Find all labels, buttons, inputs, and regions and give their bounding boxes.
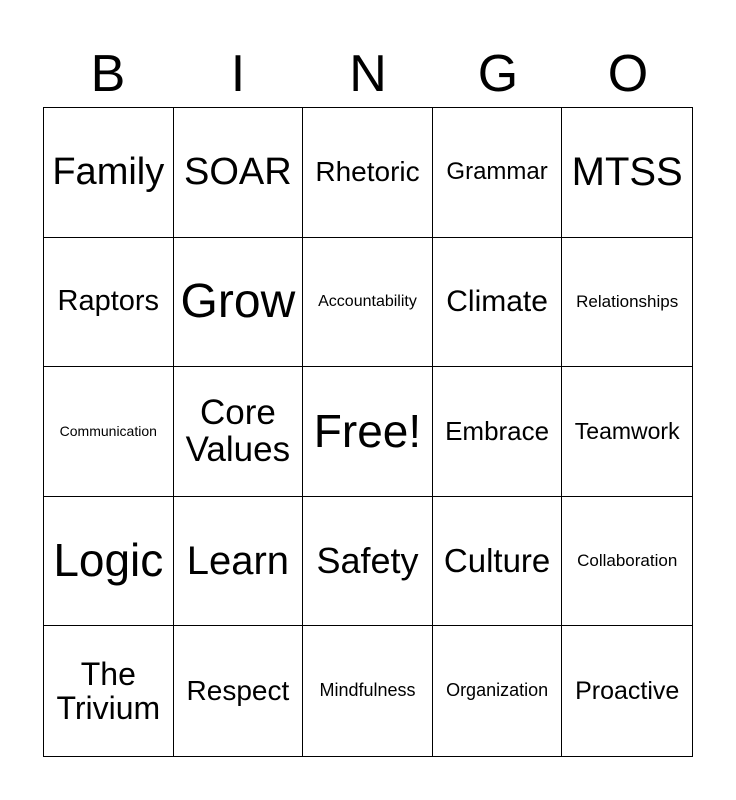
bingo-cell[interactable]: Teamwork [562,367,692,497]
header-letter-n: N [349,45,387,103]
header-letter-i: I [230,45,246,103]
bingo-cell[interactable]: Collaboration [562,497,692,627]
bingo-cell[interactable]: The Trivium [44,626,174,756]
bingo-cell[interactable]: Communication [44,367,174,497]
bingo-cell[interactable]: MTSS [562,108,692,238]
bingo-board [43,107,693,757]
bingo-cell[interactable]: Raptors [44,238,174,368]
header-letter-g: G [477,45,519,103]
bingo-cell-free[interactable]: Free! [303,367,433,497]
bingo-cell[interactable]: Accountability [303,238,433,368]
header-letter-o: O [607,45,649,103]
bingo-header [43,44,693,104]
bingo-cell[interactable]: SOAR [174,108,304,238]
bingo-cell[interactable]: Grow [174,238,304,368]
bingo-cell[interactable]: Climate [433,238,563,368]
bingo-cell[interactable]: Family [44,108,174,238]
bingo-cell[interactable]: Grammar [433,108,563,238]
bingo-cell[interactable]: Mindfulness [303,626,433,756]
bingo-cell[interactable]: Learn [174,497,304,627]
header-letter-b: B [90,45,126,103]
bingo-cell[interactable]: Relationships [562,238,692,368]
bingo-cell[interactable]: Culture [433,497,563,627]
bingo-cell[interactable]: Embrace [433,367,563,497]
bingo-cell[interactable]: Rhetoric [303,108,433,238]
bingo-cell[interactable]: Logic [44,497,174,627]
bingo-cell[interactable]: Safety [303,497,433,627]
bingo-cell[interactable]: Organization [433,626,563,756]
bingo-cell[interactable]: Respect [174,626,304,756]
bingo-cell[interactable]: Core Values [174,367,304,497]
bingo-cell[interactable]: Proactive [575,676,680,705]
